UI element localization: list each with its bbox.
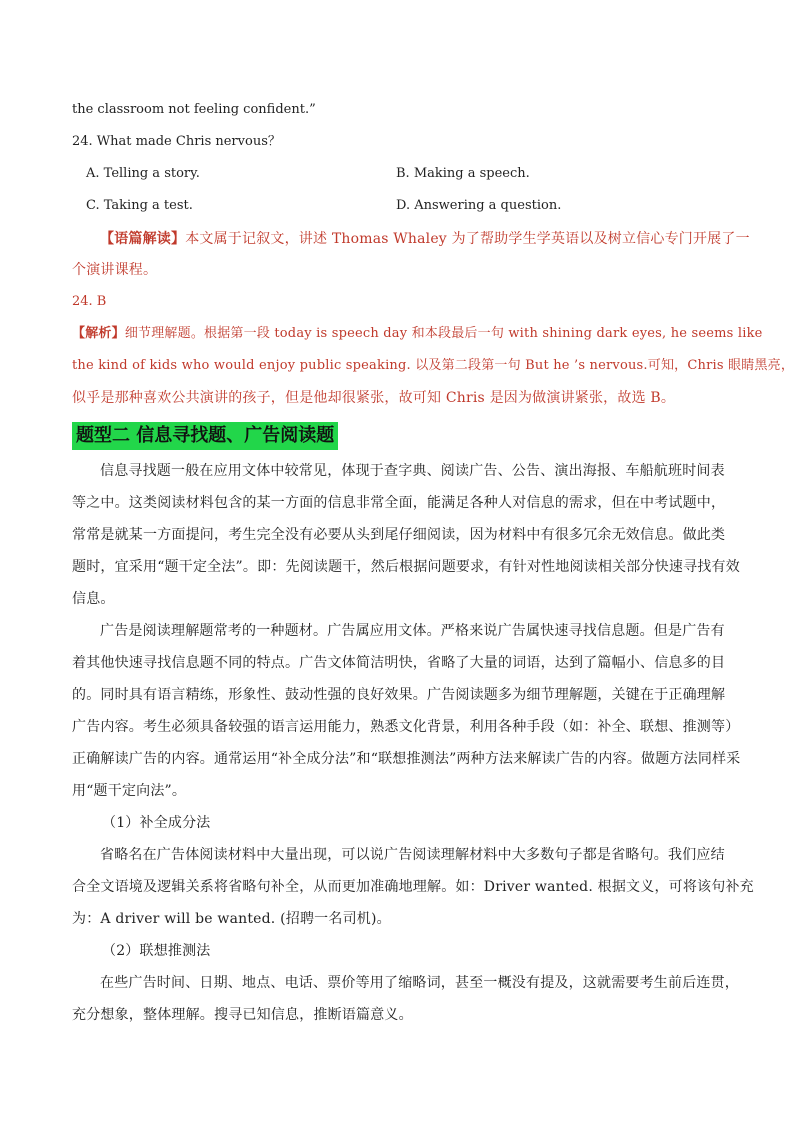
passage-analysis-text1: 本文属于记叙文，讲述 Thomas Whaley 为了帮助学生学英语以及树立信心专门开展了一 [185, 231, 750, 247]
para4-line: 充分想象，整体理解。搜寻已知信息，推断语篇意义。 [72, 1007, 413, 1023]
answer-24: 24. B [72, 294, 107, 309]
passage-analysis-line2: 个演讲课程。 [72, 262, 158, 278]
option-c: C. Taking a test. [86, 198, 193, 213]
subheading-1: （1）补全成分法 [102, 815, 211, 831]
para2-line: 着其他快速寻找信息题不同的特点。广告文体简洁明快，省略了大量的词语，达到了篇幅小、信息多的目 [72, 655, 726, 671]
para1-line: 信息寻找题一般在应用文体中较常见，体现于查字典、阅读广告、公告、演出海报、车船航班时间表 [100, 463, 725, 479]
option-d: D. Answering a question. [396, 198, 562, 213]
passage-analysis-tag: 【语篇解读】 [100, 231, 186, 247]
explain-line3: 似乎是那种喜欢公共演讲的孩子，但是他却很紧张，故可知 Chris 是因为做演讲紧张，故选 B。 [72, 390, 676, 406]
question-24: 24. What made Chris nervous？ [72, 134, 281, 149]
para1-line: 常常是就某一方面提问，考生完全没有必要从头到尾仔细阅读，因为材料中有很多冗余无效信息。做此类 [72, 527, 726, 543]
passage-analysis-line1 [100, 229, 750, 249]
explain-line2: the kind of kids who would enjoy public speaking. 以及第二段第一句 But he ’s nervous.可知，Chris 眼睛黑亮， [72, 358, 794, 373]
option-a: A. Telling a story. [86, 166, 200, 181]
para1-line: 信息。 [72, 591, 115, 607]
subheading-2: （2）联想推测法 [102, 943, 211, 959]
section-heading: 题型二 信息寻找题、广告阅读题 [72, 422, 338, 450]
para3-line: 为：A driver will be wanted. (招聘一名司机)。 [72, 911, 391, 927]
para3-line: 省略名在广告体阅读材料中大量出现，可以说广告阅读理解材料中大多数句子都是省略句。我们应结 [100, 847, 725, 863]
para2-line: 的。同时具有语言精练，形象性、鼓动性强的良好效果。广告阅读题多为细节理解题，关键在于正确理解 [72, 687, 726, 703]
para1-line: 等之中。这类阅读材料包含的某一方面的信息非常全面，能满足各种人对信息的需求，但在中考试题中， [72, 495, 726, 511]
explain-line1 [72, 324, 763, 344]
explain-tag: 【解析】 [72, 326, 125, 341]
para2-line: 广告内容。考生必须具备较强的语言运用能力，熟悉文化背景，利用各种手段（如：补全、联想、推测等） [72, 719, 740, 735]
para2-line: 用“题干定向法”。 [72, 783, 187, 799]
para3-line: 合全文语境及逻辑关系将省略句补全，从而更加准确地理解。如：Driver wanted. 根据文义，可将该句补充 [72, 879, 754, 895]
para2-line: 广告是阅读理解题常考的一种题材。广告属应用文体。严格来说广告属快速寻找信息题。但是广告有 [100, 623, 725, 639]
explain-text1: 细节理解题。根据第一段 today is speech day 和本段最后一句 with shining dark eyes, he seems like [124, 326, 763, 341]
para2-line: 正确解读广告的内容。通常运用“补全成分法”和“联想推测法”两种方法来解读广告的内容。做题方法同样采 [72, 751, 741, 767]
para4-line: 在些广告时间、日期、地点、电话、票价等用了缩略词，甚至一概没有提及，这就需要考生前后连贯， [100, 975, 739, 991]
option-b: B. Making a speech. [396, 166, 530, 181]
para1-line: 题时，宜采用“题干定全法”。即：先阅读题干，然后根据问题要求，有针对性地阅读相关部分快速寻找有效 [72, 559, 740, 575]
prev-passage-line: the classroom not feeling confident.” [72, 102, 316, 117]
